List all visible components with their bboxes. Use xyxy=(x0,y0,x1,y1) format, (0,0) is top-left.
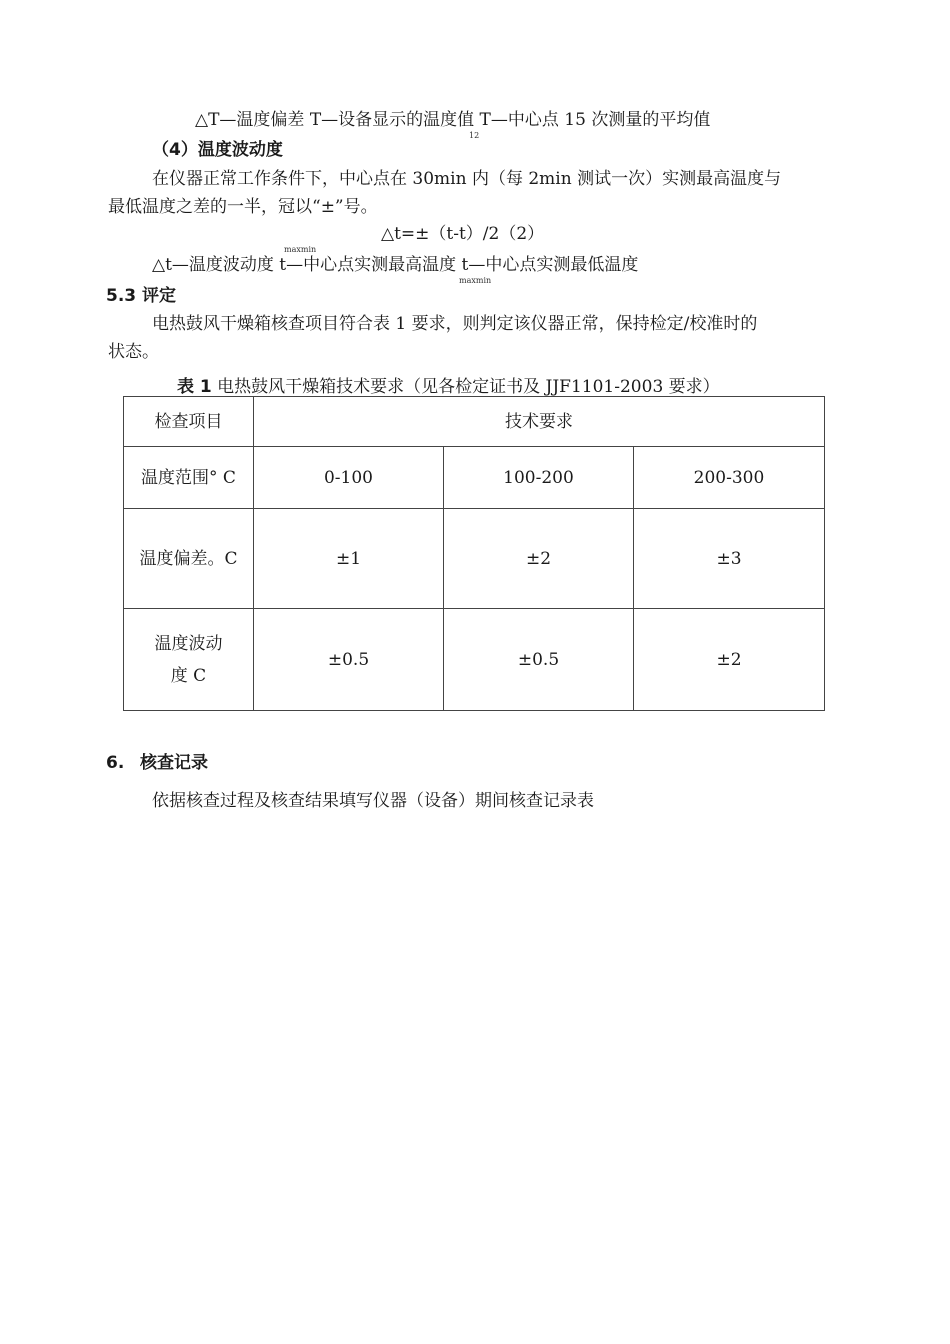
table-cell: ±3 xyxy=(634,509,825,609)
table-row xyxy=(124,509,825,609)
row-label-line2: 度 C xyxy=(170,665,207,686)
temperature-deviation-definition: △T—温度偏差 T—设备显示的温度值 T—中心点 15 次测量的平均值 xyxy=(195,110,711,130)
table-row xyxy=(124,447,825,509)
table-cell: ±2 xyxy=(444,509,634,609)
formula-fluctuation: △t=±（t-t）/2（2） xyxy=(381,224,545,244)
table-cell: ±0.5 xyxy=(444,609,634,711)
header-check-item: 检查项目 xyxy=(124,397,254,447)
section-heading-evaluation: 5.3 评定 xyxy=(106,286,177,306)
table-caption-number: 表 1 xyxy=(177,377,212,397)
header-technical-requirement: 技术要求 xyxy=(254,397,825,447)
table-cell: 0-100 xyxy=(254,447,444,509)
table-caption xyxy=(177,376,720,398)
paragraph-evaluation-line2: 状态。 xyxy=(108,342,159,362)
table-cell: 200-300 xyxy=(634,447,825,509)
table-row xyxy=(124,609,825,711)
row-label-temperature-range: 温度范围° C xyxy=(124,447,254,509)
table-header-row xyxy=(124,397,825,447)
paragraph-records: 依据核查过程及核查结果填写仪器（设备）期间核查记录表 xyxy=(152,791,594,811)
table-cell: 100-200 xyxy=(444,447,634,509)
paragraph-fluctuation-line1: 在仪器正常工作条件下，中心点在 30min 内（每 2min 测试一次）实测最高温度与 xyxy=(152,169,782,189)
row-label-temperature-fluctuation xyxy=(124,609,254,711)
section-heading-records: 核查记录 xyxy=(140,753,208,773)
paragraph-evaluation-line1: 电热鼓风干燥箱核查项目符合表 1 要求，则判定该仪器正常，保持检定/校准时的 xyxy=(152,314,758,334)
row-label-temperature-deviation: 温度偏差。C xyxy=(124,509,254,609)
table-caption-text: 电热鼓风干燥箱技术要求（见各检定证书及 JJF1101-2003 要求） xyxy=(211,377,720,397)
subscript-12: 12 xyxy=(469,131,480,140)
section-heading-fluctuation: （4）温度波动度 xyxy=(152,140,283,160)
paragraph-fluctuation-line2: 最低温度之差的一半，冠以“±”号。 xyxy=(108,197,378,217)
table-cell: ±2 xyxy=(634,609,825,711)
fluctuation-definition: △t—温度波动度 t—中心点实测最高温度 t—中心点实测最低温度 xyxy=(152,255,639,275)
technical-requirements-table xyxy=(123,396,825,711)
table-cell: ±0.5 xyxy=(254,609,444,711)
subscript-maxmin-1: maxmin xyxy=(284,245,317,254)
row-label-line1: 温度波动 xyxy=(154,633,223,654)
table-cell: ±1 xyxy=(254,509,444,609)
subscript-maxmin-2: maxmin xyxy=(459,276,492,285)
section-heading-records-number: 6. xyxy=(106,753,125,773)
